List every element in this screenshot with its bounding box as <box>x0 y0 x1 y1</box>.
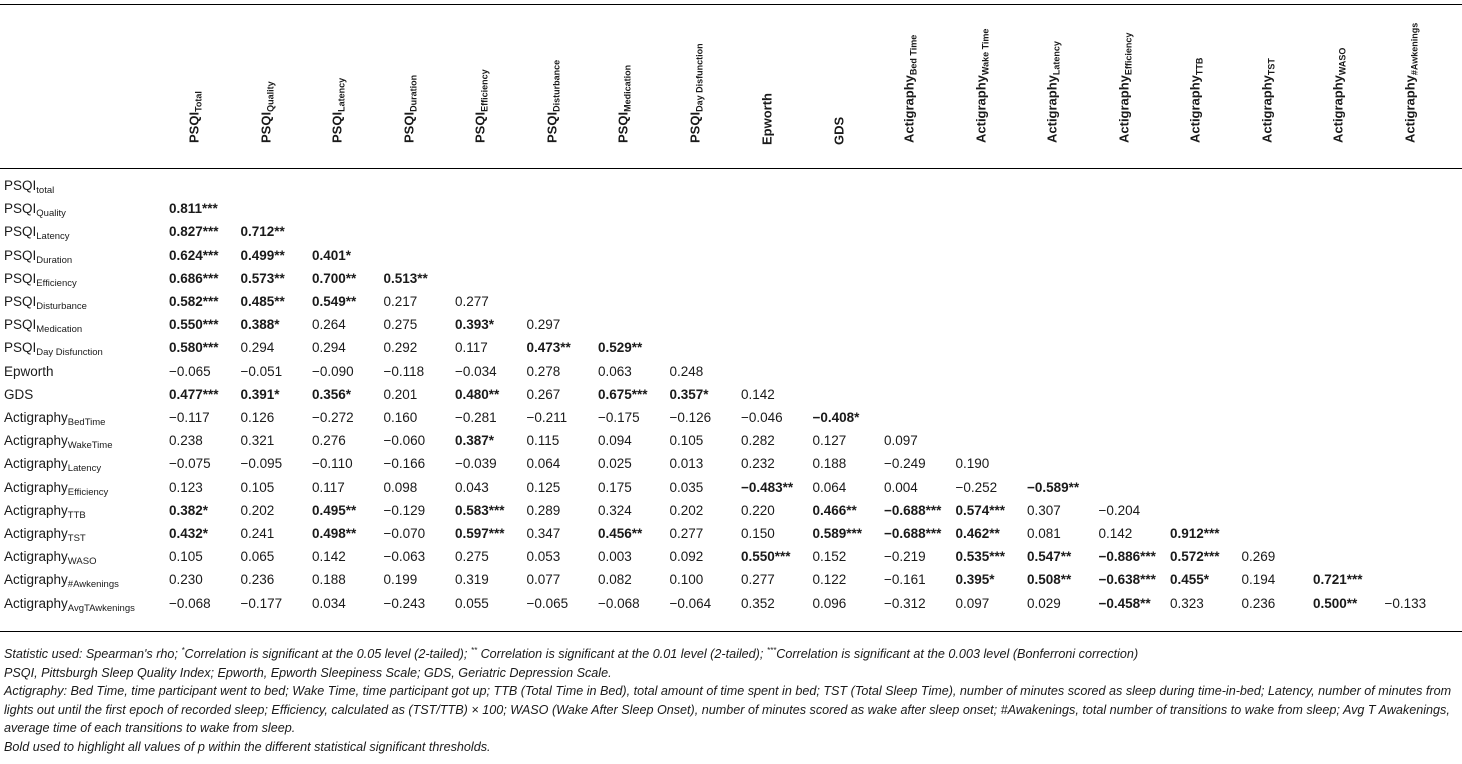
table-cell: 0.275 <box>455 549 489 565</box>
table-cell: −0.090 <box>312 363 354 379</box>
column-header <box>1233 8 1303 164</box>
table-cell: 0.462** <box>955 526 1000 541</box>
table-cell: 0.043 <box>455 479 489 495</box>
table-cell: 0.123 <box>169 479 203 495</box>
column-header <box>947 8 1017 164</box>
table-cell: 0.194 <box>1241 572 1276 588</box>
table-cell: 0.199 <box>383 572 418 588</box>
table-cell: 0.499** <box>240 247 285 263</box>
table-cell: 0.127 <box>812 433 847 449</box>
row-label: Actigraphy$_{BedTime}$ <box>4 410 106 428</box>
table-cell: 0.307 <box>1027 502 1061 518</box>
table-cell: 0.391* <box>240 386 280 402</box>
table-cell: 0.055 <box>455 595 489 611</box>
table-cell: 0.321 <box>240 433 275 449</box>
table-cell: 0.395* <box>955 572 995 588</box>
table-row <box>0 313 1462 336</box>
table-cell: 0.004 <box>884 479 918 495</box>
table-cell: 0.160 <box>383 410 418 425</box>
table-cell: 0.277 <box>741 572 775 588</box>
table-cell: −0.070 <box>383 526 426 541</box>
table-cell: 0.003 <box>598 549 632 565</box>
column-header-label: Actigraphy$_{TST}$ <box>1259 58 1276 143</box>
table-cell: 0.580*** <box>169 340 219 356</box>
table-cell: 0.238 <box>169 433 203 449</box>
table-cell: 0.297 <box>526 317 561 333</box>
table-cell: 0.294 <box>312 340 346 356</box>
column-header-label: $PSQI_{Medication}$ <box>615 64 633 143</box>
table-cell: 0.125 <box>526 479 561 495</box>
table-row <box>0 545 1462 568</box>
table-cell: 0.063 <box>598 363 632 379</box>
table-cell: 0.357* <box>669 386 709 402</box>
row-label: Actigraphy$_{WakeTime}$ <box>4 433 113 452</box>
table-cell: 0.276 <box>312 433 346 449</box>
table-cell: 0.597*** <box>455 526 505 541</box>
table-cell: 0.550*** <box>169 317 219 333</box>
table-row <box>0 568 1462 591</box>
footnote-actigraphy: Actigraphy: Bed Time, time participant went to bed; Wake Time, time participant got up; TTB (Total Time in Bed), total amount of time spent in bed; TST (Total Sleep Time), number of minutes scored as sleep during time-in-bed; Latency, number of minutes from lights out until the first epoch of recorded sleep; Efficiency, calculated as (TST/TTB) × 100; WASO (Wake After Sleep Onset), number of minutes scored as wake after sleep onset; #Awakenings, total number of transitions to wake from sleep; Avg T Awakenings, average time of each transitions to wake from sleep. <box>4 684 1452 736</box>
row-label: Actigraphy$_{Latency}$ <box>4 456 102 475</box>
footnote-statistics: Statistic used: Spearman's rho; *Correlation is significant at the 0.05 level (2-tailed); ** Correlation is significant at the 0.01 level (2-tailed); ***Correlation is significant at the 0.003 level (Bonferroni correction) <box>4 646 1139 662</box>
table-cell: 0.065 <box>240 549 275 565</box>
column-header <box>446 8 516 164</box>
column-header-label: Actigraphy$_{TTB}$ <box>1187 57 1205 143</box>
table-cell: 0.589*** <box>812 526 863 541</box>
table-cell: 0.387* <box>455 433 495 449</box>
table-cell: 0.352 <box>741 595 775 611</box>
table-cell: 0.035 <box>669 479 704 495</box>
table-cell: −0.068 <box>598 595 640 611</box>
table-cell: −0.161 <box>884 572 926 588</box>
table-cell: −0.688*** <box>884 526 942 541</box>
table-cell: 0.811*** <box>169 201 218 217</box>
table-cell: 0.230 <box>169 572 203 588</box>
table-cell: 0.912*** <box>1170 526 1220 541</box>
table-cell: 0.115 <box>526 433 560 449</box>
column-header <box>303 8 373 164</box>
table-row <box>0 476 1462 499</box>
table-cell: 0.550*** <box>741 549 791 565</box>
table-row <box>0 592 1462 615</box>
table-footnotes <box>4 642 1459 756</box>
table-cell: 0.097 <box>884 433 918 449</box>
table-cell: 0.267 <box>526 386 561 402</box>
table-cell: 0.323 <box>1170 595 1204 611</box>
table-cell: −0.249 <box>884 456 926 472</box>
table-cell: −0.886*** <box>1098 549 1156 565</box>
row-label: Actigraphy$_{Efficiency}$ <box>4 479 109 498</box>
table-cell: −0.046 <box>741 410 783 425</box>
table-cell: 0.294 <box>240 340 275 356</box>
column-header-label: $PSQI_{Disturbance}$ <box>544 59 561 143</box>
table-cell: 0.485** <box>240 294 285 309</box>
table-cell: 0.473** <box>526 340 571 356</box>
column-header-label: GDS <box>831 116 846 145</box>
table-cell: 0.277 <box>669 526 704 541</box>
column-header-label: Actigraphy$_{Efficiency}$ <box>1116 32 1133 143</box>
table-row <box>0 452 1462 475</box>
table-cell: 0.122 <box>812 572 847 588</box>
table-cell: 0.513** <box>383 270 428 286</box>
footnote-bold: Bold used to highlight all values of p within the different statistical significant thresholds. <box>4 739 491 754</box>
table-cell: 0.275 <box>383 317 418 333</box>
table-cell: 0.175 <box>598 479 632 495</box>
table-cell: 0.098 <box>383 479 418 495</box>
table-row <box>0 197 1462 220</box>
table-cell: 0.712** <box>240 224 285 240</box>
table-cell: 0.126 <box>240 410 275 425</box>
table-cell: 0.382* <box>169 502 209 518</box>
column-header-label: Epworth <box>759 93 775 145</box>
table-cell: 0.117 <box>455 340 488 356</box>
table-cell: 0.624*** <box>169 247 219 263</box>
table-cell: −0.129 <box>383 502 426 518</box>
table-cell: 0.432* <box>169 526 209 541</box>
table-cell: −0.065 <box>169 363 211 379</box>
table-cell: 0.064 <box>526 456 561 472</box>
column-header <box>1161 8 1231 164</box>
row-label: Epworth <box>4 363 54 379</box>
column-header <box>375 8 445 164</box>
table-cell: 0.105 <box>169 549 203 565</box>
table-cell: −0.312 <box>884 595 926 611</box>
table-cell: 0.282 <box>741 433 775 449</box>
table-cell: 0.393* <box>455 317 495 333</box>
table-cell: −0.117 <box>169 410 210 425</box>
table-row <box>0 267 1462 290</box>
table-row <box>0 522 1462 545</box>
table-cell: 0.686*** <box>169 270 219 286</box>
table-cell: −0.483** <box>741 479 794 495</box>
table-cell: 0.583*** <box>455 502 505 518</box>
table-cell: 0.292 <box>383 340 418 356</box>
table-cell: −0.051 <box>240 363 283 379</box>
column-header <box>232 8 302 164</box>
table-cell: 0.675*** <box>598 386 648 402</box>
table-cell: 0.188 <box>812 456 847 472</box>
column-header <box>589 8 659 164</box>
table-cell: 0.574*** <box>955 502 1006 518</box>
row-label: $PSQI_{Duration}$ <box>4 247 73 266</box>
table-cell: 0.248 <box>669 363 704 379</box>
table-cell: 0.232 <box>741 456 775 472</box>
row-label: Actigraphy$_{AvgTAwkenings}$ <box>4 595 135 614</box>
column-header <box>1376 8 1446 164</box>
column-header-label: Actigraphy$_{Latency}$ <box>1044 41 1062 143</box>
table-row <box>0 244 1462 267</box>
table-cell: 0.508** <box>1027 572 1072 588</box>
table-cell: 0.217 <box>383 294 418 309</box>
table-cell: −0.166 <box>383 456 426 472</box>
column-header-label: Actigraphy$_{\#Awkenings}$ <box>1402 22 1419 143</box>
table-cell: 0.188 <box>312 572 346 588</box>
table-cell: 0.236 <box>240 572 275 588</box>
table-cell: 0.241 <box>240 526 275 541</box>
row-label: $PSQI_{Quality}$ <box>4 201 66 220</box>
column-header-label: Actigraphy$_{Wake Time}$ <box>973 28 990 143</box>
table-cell: −0.688*** <box>884 502 942 518</box>
row-label: $PSQI_{total}$ <box>4 178 55 196</box>
table-cell: −0.060 <box>383 433 426 449</box>
table-row <box>0 220 1462 243</box>
table-cell: −0.252 <box>955 479 998 495</box>
table-cell: 0.201 <box>383 386 418 402</box>
table-cell: −0.458** <box>1098 595 1151 611</box>
column-header <box>1018 8 1088 164</box>
table-cell: 0.277 <box>455 294 489 309</box>
table-cell: 0.827*** <box>169 224 219 240</box>
table-cell: −0.589** <box>1027 479 1080 495</box>
table-cell: 0.220 <box>741 502 775 518</box>
column-header <box>518 8 588 164</box>
table-cell: 0.236 <box>1241 595 1276 611</box>
table-cell: 0.053 <box>526 549 561 565</box>
table-row <box>0 429 1462 452</box>
table-cell: −0.065 <box>526 595 569 611</box>
column-header <box>732 8 802 164</box>
column-header-label: $PSQI_{Quality}$ <box>258 81 275 143</box>
table-cell: 0.529** <box>598 340 643 356</box>
table-cell: 0.077 <box>526 572 561 588</box>
table-cell: −0.272 <box>312 410 354 425</box>
table-cell: 0.324 <box>598 502 632 518</box>
table-cell: 0.319 <box>455 572 489 588</box>
header-bottom-rule <box>0 168 1462 169</box>
table-cell: 0.064 <box>812 479 847 495</box>
row-label: Actigraphy$_{TTB}$ <box>4 502 86 521</box>
table-cell: 0.097 <box>955 595 990 611</box>
table-cell: −0.133 <box>1384 595 1427 611</box>
table-cell: 0.202 <box>669 502 704 518</box>
row-label: Actigraphy$_{TST}$ <box>4 526 86 544</box>
table-cell: −0.638*** <box>1098 572 1156 588</box>
table-cell: 0.289 <box>526 502 561 518</box>
table-cell: 0.278 <box>526 363 561 379</box>
table-cell: −0.064 <box>669 595 712 611</box>
table-cell: −0.075 <box>169 456 211 472</box>
column-header-label: Actigraphy$_{Bed Time}$ <box>901 34 919 143</box>
column-header <box>875 8 945 164</box>
table-cell: −0.281 <box>455 410 497 425</box>
table-row <box>0 174 1462 197</box>
table-cell: 0.096 <box>812 595 847 611</box>
table-cell: 0.455* <box>1170 572 1210 588</box>
table-row <box>0 290 1462 313</box>
row-label: $PSQI_{Efficiency}$ <box>4 270 77 289</box>
table-cell: −0.068 <box>169 595 211 611</box>
table-cell: 0.549** <box>312 294 357 309</box>
table-cell: −0.095 <box>240 456 283 472</box>
table-bottom-rule <box>0 631 1462 632</box>
row-label: $PSQI_{Day Disfunction}$ <box>4 340 103 359</box>
table-cell: 0.202 <box>240 502 275 518</box>
table-cell: −0.408* <box>812 410 860 425</box>
table-cell: −0.177 <box>240 595 283 611</box>
table-cell: 0.700** <box>312 270 357 286</box>
table-cell: 0.264 <box>312 317 346 333</box>
column-header-label: $PSQI_{Total}$ <box>186 91 204 143</box>
row-label: GDS <box>4 386 34 402</box>
table-row <box>0 383 1462 406</box>
table-cell: −0.204 <box>1098 502 1141 518</box>
table-cell: 0.456** <box>598 526 643 541</box>
table-cell: 0.092 <box>669 549 704 565</box>
column-header-label: $PSQI_{Duration}$ <box>401 74 418 143</box>
table-cell: 0.013 <box>669 456 704 472</box>
table-cell: 0.347 <box>526 526 561 541</box>
footnote-abbreviations: PSQI, Pittsburgh Sleep Quality Index; Epworth, Epworth Sleepiness Scale; GDS, Geriatric Depression Scale. <box>4 665 612 680</box>
table-cell: −0.175 <box>598 410 640 425</box>
table-cell: 0.117 <box>312 479 345 495</box>
table-cell: 0.582*** <box>169 294 219 309</box>
table-row <box>0 360 1462 383</box>
column-header <box>1304 8 1374 164</box>
table-cell: 0.495** <box>312 502 357 518</box>
table-top-rule <box>0 4 1462 5</box>
table-cell: 0.547** <box>1027 549 1072 565</box>
column-header-label: $PSQI_{Latency}$ <box>329 77 347 143</box>
table-cell: 0.535*** <box>955 549 1006 565</box>
table-cell: 0.190 <box>955 456 990 472</box>
column-header-label: $PSQI_{Efficiency}$ <box>472 69 490 143</box>
table-cell: 0.029 <box>1027 595 1061 611</box>
table-row <box>0 499 1462 522</box>
table-cell: −0.039 <box>455 456 497 472</box>
table-cell: 0.034 <box>312 595 346 611</box>
row-label: $PSQI_{Medication}$ <box>4 317 83 336</box>
row-label: $PSQI_{Latency}$ <box>4 224 70 243</box>
table-cell: 0.025 <box>598 456 632 472</box>
table-cell: 0.081 <box>1027 526 1061 541</box>
table-cell: 0.142 <box>312 549 346 565</box>
table-cell: 0.356* <box>312 386 352 402</box>
column-header <box>804 8 874 164</box>
table-cell: 0.152 <box>812 549 847 565</box>
table-cell: 0.269 <box>1241 549 1276 565</box>
table-cell: 0.572*** <box>1170 549 1220 565</box>
column-header-label: $PSQI_{Day Disfunction}$ <box>687 43 704 143</box>
column-header <box>661 8 731 164</box>
table-cell: 0.401* <box>312 247 352 263</box>
table-cell: −0.110 <box>312 456 353 472</box>
row-label: Actigraphy$_{WASO}$ <box>4 549 97 568</box>
table-cell: 0.466** <box>812 502 857 518</box>
table-cell: 0.142 <box>741 386 775 402</box>
column-header <box>160 8 230 164</box>
row-label: Actigraphy$_{\#Awkenings}$ <box>4 572 119 591</box>
column-header-label: Actigraphy$_{WASO}$ <box>1330 47 1348 143</box>
column-header <box>1090 8 1160 164</box>
table-cell: 0.142 <box>1098 526 1133 541</box>
table-cell: 0.477*** <box>169 386 219 402</box>
table-row <box>0 336 1462 359</box>
table-cell: −0.126 <box>669 410 712 425</box>
table-cell: 0.500** <box>1313 595 1358 611</box>
row-label: $PSQI_{Disturbance}$ <box>4 294 87 312</box>
table-cell: 0.573** <box>240 270 285 286</box>
table-cell: 0.721*** <box>1313 572 1363 588</box>
table-cell: 0.105 <box>240 479 275 495</box>
table-cell: 0.082 <box>598 572 632 588</box>
table-cell: 0.094 <box>598 433 632 449</box>
table-cell: −0.243 <box>383 595 426 611</box>
table-cell: 0.388* <box>240 317 280 333</box>
table-cell: 0.150 <box>741 526 775 541</box>
table-cell: 0.105 <box>669 433 704 449</box>
table-cell: −0.118 <box>383 363 425 379</box>
table-cell: 0.498** <box>312 526 357 541</box>
table-cell: −0.034 <box>455 363 497 379</box>
table-cell: 0.100 <box>669 572 704 588</box>
table-cell: −0.219 <box>884 549 926 565</box>
table-row <box>0 406 1462 429</box>
table-cell: −0.063 <box>383 549 426 565</box>
table-cell: 0.480** <box>455 386 500 402</box>
table-cell: −0.211 <box>526 410 568 425</box>
